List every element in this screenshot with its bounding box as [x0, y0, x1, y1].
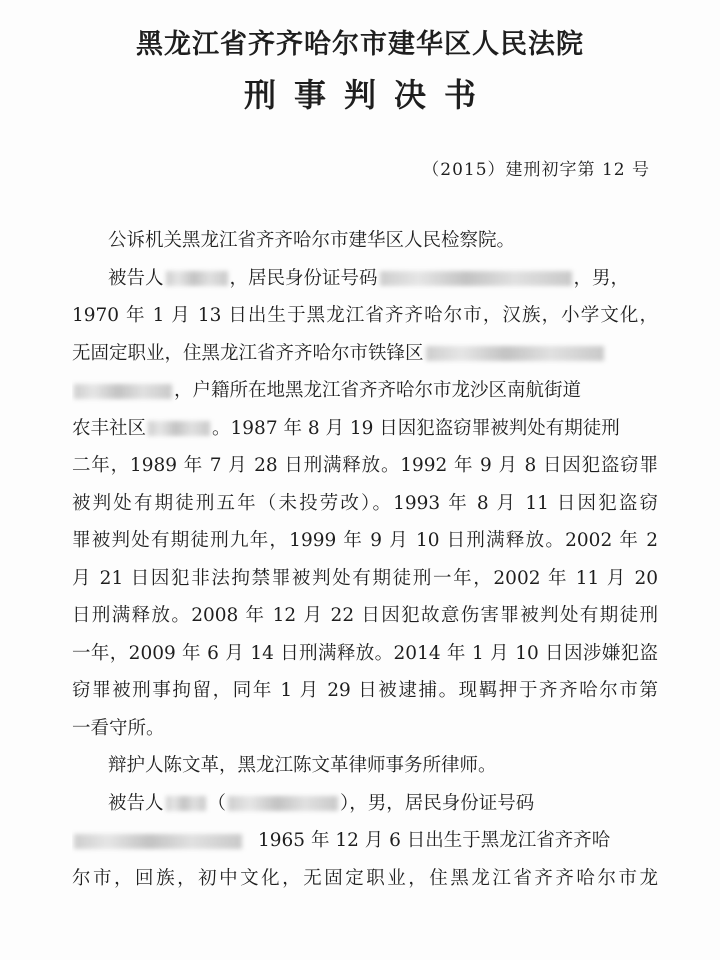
paragraph-defendant-1: [72, 260, 658, 298]
redacted-address: [74, 384, 172, 399]
text-line: 被判处有期徒刑五年（未投劳改）。1993 年 8 月 11 日因犯盗窃: [72, 492, 658, 514]
text-line-with-redaction: [72, 410, 658, 448]
redacted-id-number: [74, 834, 242, 849]
text-line: 辩护人陈文革，黑龙江陈文革律师事务所律师。: [108, 755, 497, 776]
text-segment: （: [207, 792, 227, 814]
text-segment: ，男，: [573, 267, 630, 289]
text-line: 一看守所。: [72, 717, 165, 739]
text-line: 罪被判处有期徒刑九年，1999 年 9 月 10 日刑满释放。2002 年 2: [72, 530, 658, 551]
redacted-name: [166, 796, 206, 811]
redacted-id-number: [380, 271, 572, 286]
text-line: 月 21 日因犯非法拘禁罪被判处有期徒刑一年，2002 年 11 月 20: [72, 567, 658, 589]
text-segment: 1965 年 12 月 6 日出生于黑龙江省齐齐哈: [258, 830, 611, 851]
case-number: （2015）建刑初字第 12 号: [422, 160, 650, 180]
redacted-name: [166, 271, 228, 286]
text-line-with-redaction: [72, 822, 658, 860]
redacted-alias: [228, 796, 338, 811]
text-segment: ，户籍所在地黑龙江省齐齐哈尔市龙沙区南航街道: [174, 380, 582, 401]
document-title: 刑事判决书: [243, 76, 494, 114]
redacted-address: [148, 421, 210, 436]
text-line: 一年，2009 年 6 月 14 日刑满释放。2014 年 1 月 10 日因涉嫌犯盗: [72, 642, 658, 664]
text-line: 窃罪被刑事拘留，同年 1 月 29 日被逮捕。现羁押于齐齐哈尔市第: [72, 680, 658, 701]
text-segment: 被告人: [108, 267, 164, 289]
text-line: 1970 年 1 月 13 日出生于黑龙江省齐齐哈尔市，汉族，小学文化，: [72, 305, 658, 326]
redacted-address: [426, 346, 604, 361]
text-segment: 被告人: [108, 792, 164, 814]
text-line: 公诉机关黑龙江省齐齐哈尔市建华区人民检察院。: [108, 230, 516, 251]
text-line: 日刑满释放。2008 年 12 月 22 日因犯故意伤害罪被判处有期徒刑: [72, 605, 658, 626]
text-line: 二年，1989 年 7 月 28 日刑满释放。1992 年 9 月 8 日因犯盗窃罪: [72, 455, 658, 476]
text-segment: ），男，居民身份证号码: [340, 792, 535, 814]
judgment-body: [72, 222, 658, 897]
text-segment: 农丰社区: [72, 417, 147, 439]
text-segment: 无固定职业，住黑龙江省齐齐哈尔市铁锋区: [72, 342, 424, 364]
text-line-with-redaction: [72, 335, 658, 373]
paragraph-defender: [72, 747, 658, 785]
paragraph-prosecutor: [72, 222, 658, 260]
text-segment: 。1987 年 8 月 19 日因犯盗窃罪被判处有期徒刑: [212, 417, 620, 439]
text-line: 尔市，回族，初中文化，无固定职业，住黑龙江省齐齐哈尔市龙: [72, 867, 658, 889]
text-line-with-redaction: [72, 372, 658, 410]
paragraph-defendant-2: [72, 785, 658, 823]
text-segment: ，居民身份证号码: [229, 267, 378, 289]
court-name: 黑龙江省齐齐哈尔市建华区人民法院: [136, 29, 584, 60]
